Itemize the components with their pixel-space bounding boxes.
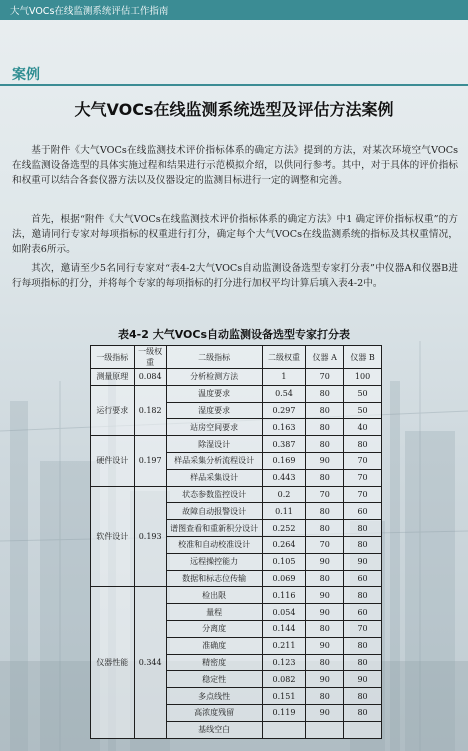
paragraph-intro: 基于附件《大气VOCs在线监测技术评价指标体系的确定方法》提到的方法，对某次环境空气VOCs在线监测设备选型的具体实施过程和结果进行示范模拟介绍，以供同行参考。其中，对于具体的评价指标和权重可以结合各套仪器方法以及仪器设定的监测目标进行一定的调整和完善。 <box>12 145 458 186</box>
table-row <box>91 385 382 402</box>
level1-weight-cell: 0.344 <box>134 587 166 738</box>
level2-indicator-cell: 检出限 <box>166 587 262 604</box>
level2-weight-cell: 0.163 <box>262 419 306 436</box>
instrument-a-score-cell: 80 <box>306 469 344 486</box>
level1-weight-cell: 0.193 <box>134 486 166 587</box>
instrument-b-score-cell: 60 <box>344 570 382 587</box>
paragraph-scoring: 其次，邀请至少5名同行专家对“表4-2大气VOCs自动监测设备选型专家打分表”中仪器A和仪器B进行每项指标的打分，并将每个专家的每项指标的打分进行加权平均计算后填入表4-2中。 <box>12 263 458 289</box>
level2-weight-cell <box>262 721 306 738</box>
section-label: 案例 <box>12 67 40 83</box>
level2-indicator-cell: 高浓度残留 <box>166 704 262 721</box>
instrument-a-score-cell: 80 <box>306 402 344 419</box>
table-row <box>91 486 382 503</box>
instrument-b-score-cell: 70 <box>344 620 382 637</box>
level1-indicator-cell: 测量原理 <box>91 369 135 386</box>
level2-indicator-cell: 量程 <box>166 604 262 621</box>
level2-indicator-cell: 状态参数监控设计 <box>166 486 262 503</box>
instrument-b-score-cell: 80 <box>344 436 382 453</box>
instrument-b-score-cell: 100 <box>344 369 382 386</box>
table-row <box>91 436 382 453</box>
instrument-b-score-cell: 90 <box>344 671 382 688</box>
article-title: 大气VOCs在线监测系统选型及评估方法案例 <box>74 100 394 119</box>
instrument-a-score-cell: 80 <box>306 436 344 453</box>
level2-indicator-cell: 湿度要求 <box>166 402 262 419</box>
level2-indicator-cell: 数据和标志位传输 <box>166 570 262 587</box>
instrument-a-score-cell: 90 <box>306 452 344 469</box>
instrument-a-score-cell: 70 <box>306 486 344 503</box>
instrument-b-score-cell: 80 <box>344 587 382 604</box>
instrument-a-score-cell: 70 <box>306 536 344 553</box>
level2-weight-cell: 0.252 <box>262 520 306 537</box>
level2-indicator-cell: 分离度 <box>166 620 262 637</box>
level2-indicator-cell: 除湿设计 <box>166 436 262 453</box>
instrument-b-score-cell <box>344 721 382 738</box>
level2-indicator-cell: 准确度 <box>166 637 262 654</box>
column-header: 一级权重 <box>134 346 166 369</box>
instrument-b-score-cell: 70 <box>344 486 382 503</box>
instrument-b-score-cell: 80 <box>344 536 382 553</box>
instrument-b-score-cell: 40 <box>344 419 382 436</box>
column-header: 一级指标 <box>91 346 135 369</box>
level2-indicator-cell: 多点线性 <box>166 688 262 705</box>
instrument-a-score-cell: 80 <box>306 520 344 537</box>
instrument-b-score-cell: 80 <box>344 637 382 654</box>
instrument-a-score-cell: 90 <box>306 604 344 621</box>
level2-weight-cell: 0.069 <box>262 570 306 587</box>
table-row <box>91 587 382 604</box>
level1-indicator-cell: 硬件设计 <box>91 436 135 486</box>
table-row <box>91 369 382 386</box>
level2-indicator-cell: 谱图查看和重新积分设计 <box>166 520 262 537</box>
instrument-a-score-cell: 90 <box>306 704 344 721</box>
level2-indicator-cell: 精密度 <box>166 654 262 671</box>
level2-indicator-cell: 温度要求 <box>166 385 262 402</box>
instrument-a-score-cell: 70 <box>306 369 344 386</box>
instrument-b-score-cell: 80 <box>344 520 382 537</box>
instrument-b-score-cell: 70 <box>344 469 382 486</box>
level2-indicator-cell: 校准和自动校准设计 <box>166 536 262 553</box>
instrument-b-score-cell: 60 <box>344 604 382 621</box>
instrument-b-score-cell: 80 <box>344 654 382 671</box>
level2-indicator-cell: 稳定性 <box>166 671 262 688</box>
expert-score-table <box>90 345 382 739</box>
level2-weight-cell: 0.264 <box>262 536 306 553</box>
level2-indicator-cell: 样品采集设计 <box>166 469 262 486</box>
level2-weight-cell: 0.11 <box>262 503 306 520</box>
level2-weight-cell: 0.169 <box>262 452 306 469</box>
level2-weight-cell: 0.211 <box>262 637 306 654</box>
level2-indicator-cell: 远程操控能力 <box>166 553 262 570</box>
instrument-a-score-cell: 80 <box>306 654 344 671</box>
level2-indicator-cell: 分析检测方法 <box>166 369 262 386</box>
level2-weight-cell: 0.54 <box>262 385 306 402</box>
level2-weight-cell: 0.082 <box>262 671 306 688</box>
level2-weight-cell: 0.105 <box>262 553 306 570</box>
instrument-b-score-cell: 50 <box>344 402 382 419</box>
instrument-a-score-cell: 80 <box>306 503 344 520</box>
level2-indicator-cell: 基线空白 <box>166 721 262 738</box>
column-header: 仪器 B <box>344 346 382 369</box>
level2-weight-cell: 1 <box>262 369 306 386</box>
instrument-a-score-cell <box>306 721 344 738</box>
level2-weight-cell: 0.151 <box>262 688 306 705</box>
instrument-a-score-cell: 80 <box>306 419 344 436</box>
level2-weight-cell: 0.443 <box>262 469 306 486</box>
instrument-a-score-cell: 90 <box>306 587 344 604</box>
level1-weight-cell: 0.084 <box>134 369 166 386</box>
instrument-b-score-cell: 80 <box>344 688 382 705</box>
level2-weight-cell: 0.144 <box>262 620 306 637</box>
column-header: 仪器 A <box>306 346 344 369</box>
level1-indicator-cell: 软件设计 <box>91 486 135 587</box>
section-divider <box>0 84 468 86</box>
level1-weight-cell: 0.197 <box>134 436 166 486</box>
level2-weight-cell: 0.119 <box>262 704 306 721</box>
instrument-a-score-cell: 80 <box>306 570 344 587</box>
level2-weight-cell: 0.297 <box>262 402 306 419</box>
level2-weight-cell: 0.2 <box>262 486 306 503</box>
column-header: 二级指标 <box>166 346 262 369</box>
instrument-a-score-cell: 80 <box>306 620 344 637</box>
instrument-b-score-cell: 50 <box>344 385 382 402</box>
instrument-a-score-cell: 90 <box>306 553 344 570</box>
level1-indicator-cell: 运行要求 <box>91 385 135 435</box>
instrument-b-score-cell: 80 <box>344 704 382 721</box>
level2-weight-cell: 0.387 <box>262 436 306 453</box>
column-header: 二级权重 <box>262 346 306 369</box>
level2-indicator-cell: 样品采集分析流程设计 <box>166 452 262 469</box>
level1-weight-cell: 0.182 <box>134 385 166 435</box>
paragraph-weights: 首先，根据“附件《大气VOCs在线监测技术评价指标体系的确定方法》中1 确定评价指标权重”的方法，邀请同行专家对每项指标的权重进行打分，确定每个大气VOCs在线监测系统的指标及其权重情况，如附表6所示。 <box>12 214 458 255</box>
instrument-a-score-cell: 90 <box>306 671 344 688</box>
table-header-row <box>91 346 382 369</box>
level2-weight-cell: 0.116 <box>262 587 306 604</box>
instrument-a-score-cell: 80 <box>306 688 344 705</box>
table-title: 表4-2 大气VOCs自动监测设备选型专家打分表 <box>118 328 350 341</box>
instrument-b-score-cell: 70 <box>344 452 382 469</box>
level1-indicator-cell: 仪器性能 <box>91 587 135 738</box>
instrument-a-score-cell: 90 <box>306 637 344 654</box>
level2-weight-cell: 0.123 <box>262 654 306 671</box>
instrument-b-score-cell: 60 <box>344 503 382 520</box>
document-header-title: 大气VOCs在线监测系统评估工作指南 <box>10 6 169 17</box>
level2-indicator-cell: 故障自动报警设计 <box>166 503 262 520</box>
instrument-a-score-cell: 80 <box>306 385 344 402</box>
level2-indicator-cell: 站房空间要求 <box>166 419 262 436</box>
level2-weight-cell: 0.054 <box>262 604 306 621</box>
instrument-b-score-cell: 90 <box>344 553 382 570</box>
